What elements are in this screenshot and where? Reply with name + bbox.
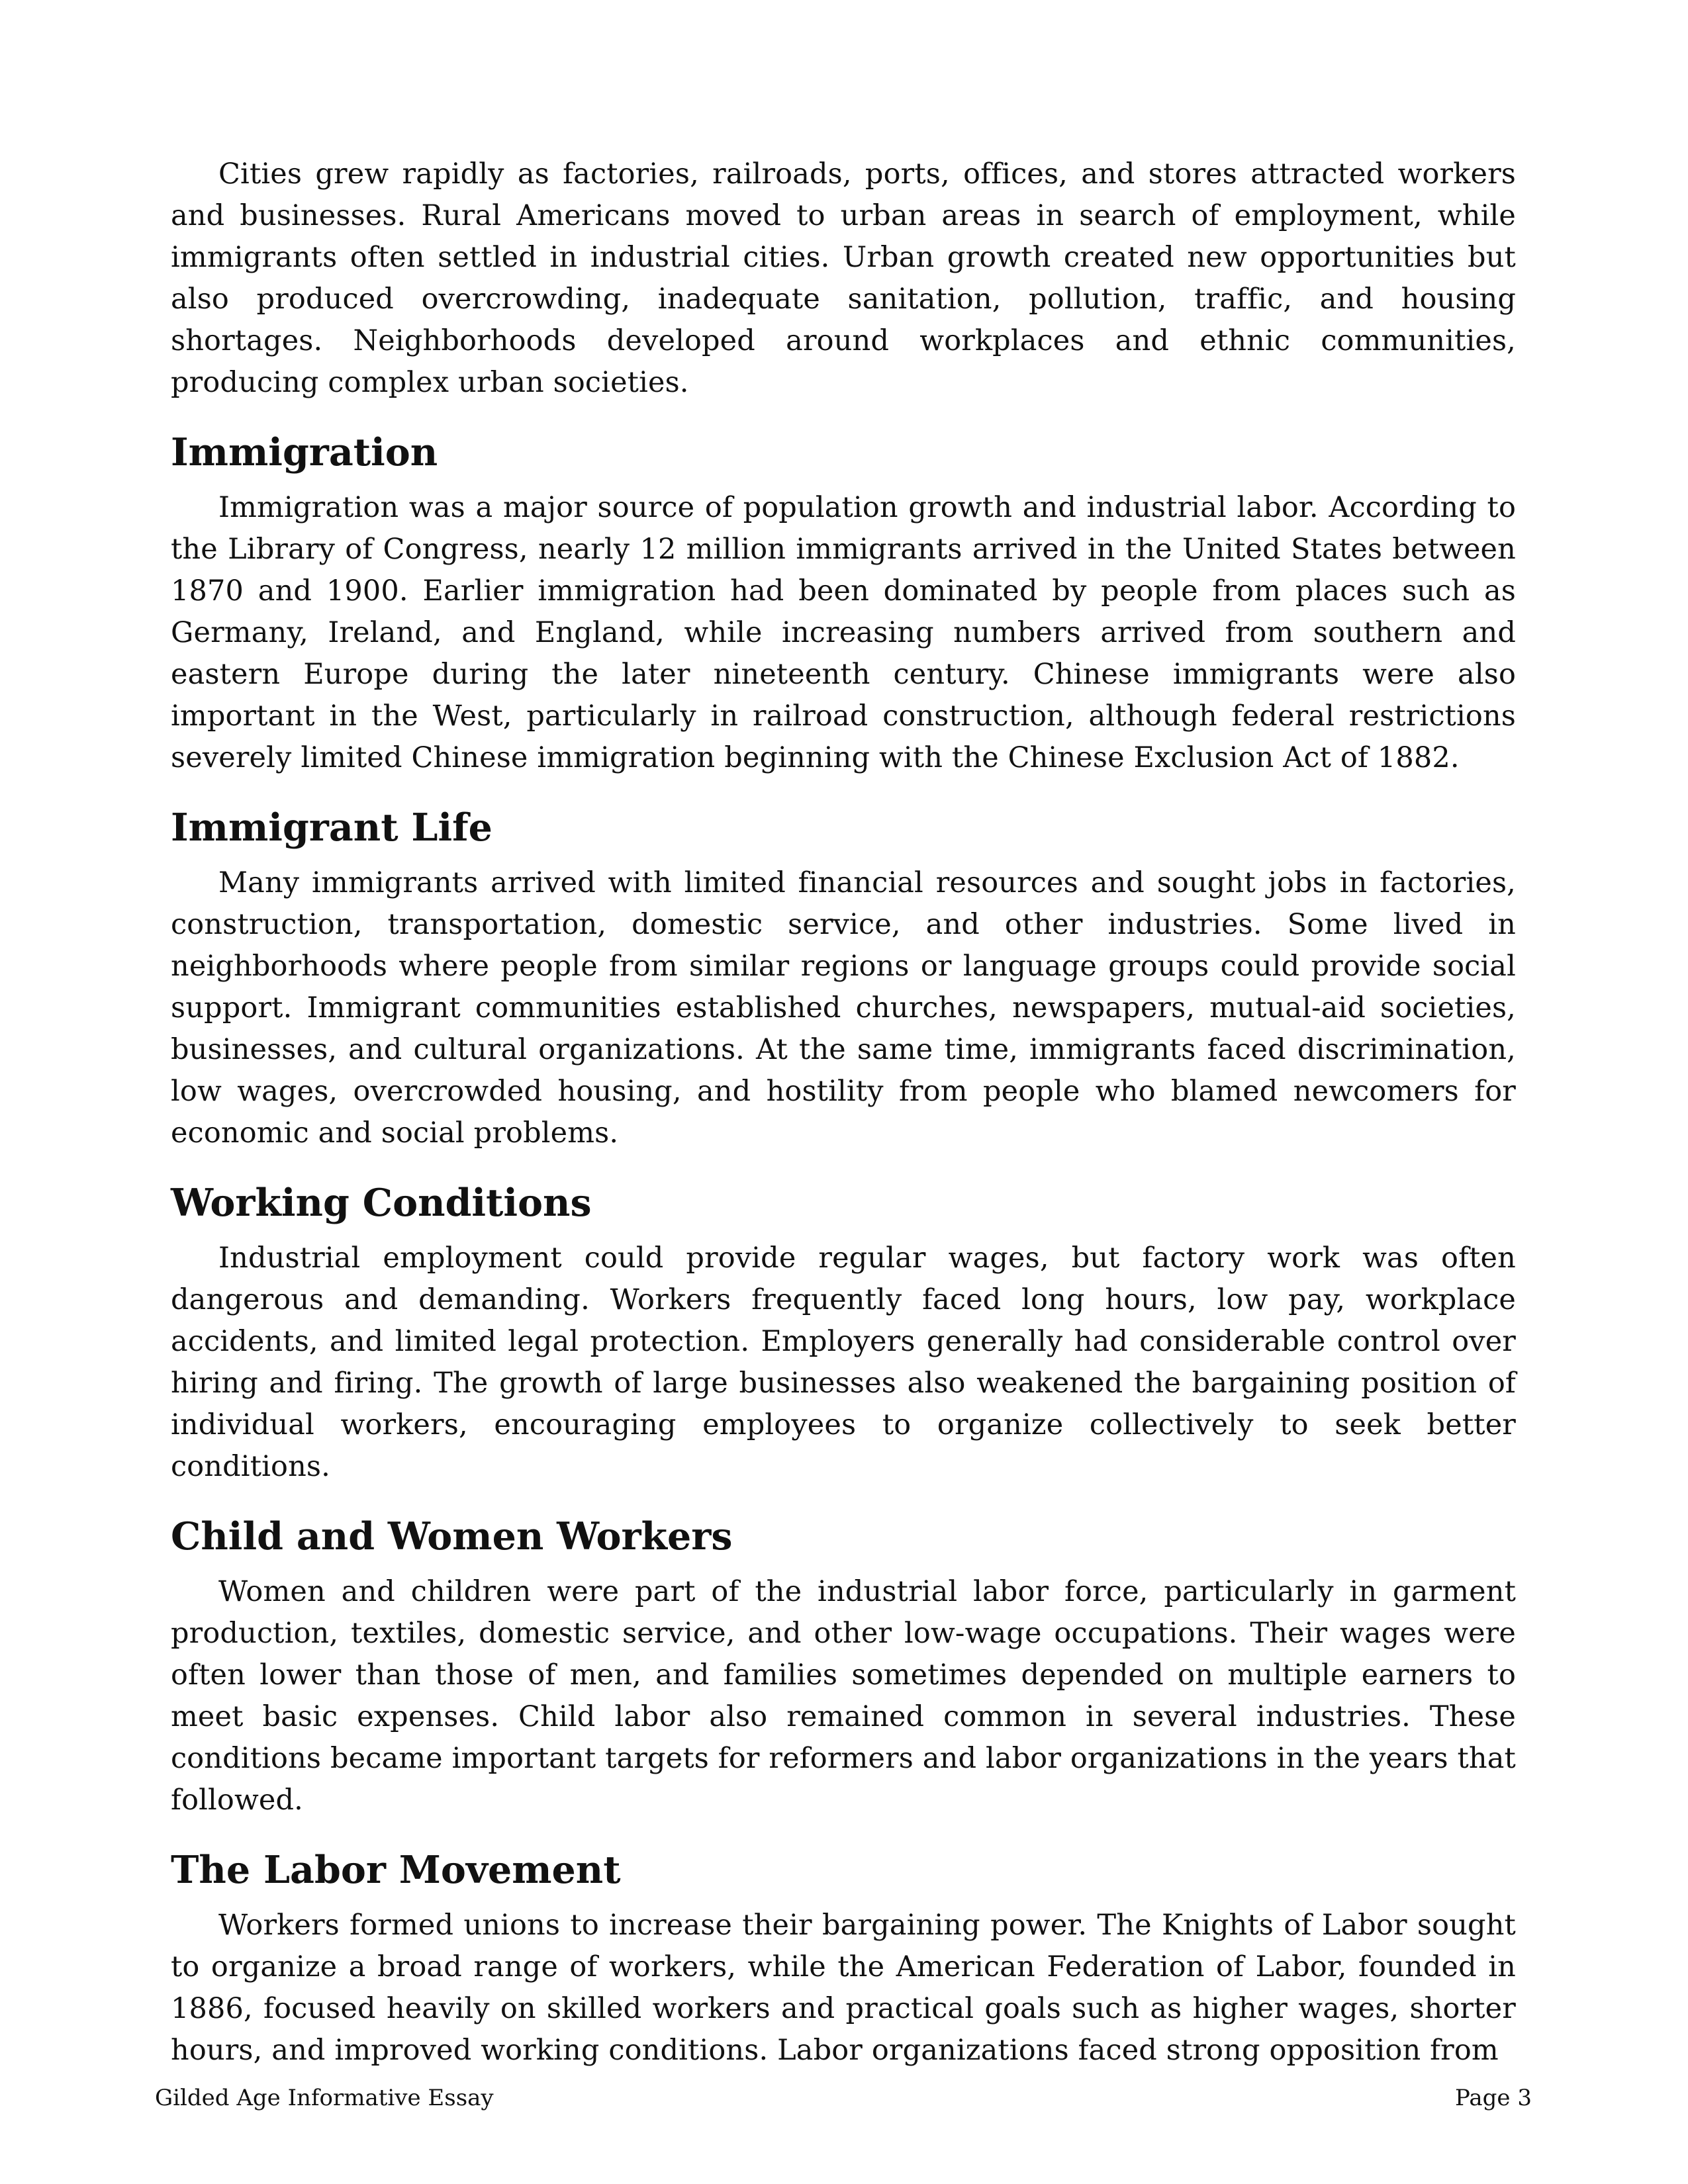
heading-working-conditions: Working Conditions	[171, 1181, 592, 1225]
footer-page-number: Page 3	[1455, 2085, 1532, 2111]
heading-child-women-workers: Child and Women Workers	[171, 1514, 733, 1559]
paragraph-working-conditions: Industrial employment could provide regular wages, but factory work was often dangerous and demanding. Workers frequently faced long hours, low pay, workplace accidents, and limited legal protection. Employers generally had considerable control over hiring and firing. The growth of large businesses also weakened the bargaining position of individual workers, encouraging employees to organize collectively to seek better conditions.	[171, 1242, 1516, 1483]
paragraph-immigrant-life: Many immigrants arrived with limited financial resources and sought jobs in factories, construction, transportation, domestic service, and other industries. Some lived in neighborhoods where people from similar regions or language groups could provide social support. Immigrant communities established churches, newspapers, mutual-aid societies, businesses, and cultural organizations. At the same time, immigrants faced discrimination, low wages, overcrowded housing, and hostility from people who blamed newcomers for economic and social problems.	[171, 866, 1516, 1150]
heading-immigrant-life: Immigrant Life	[171, 805, 492, 850]
paragraph-immigration: Immigration was a major source of population growth and industrial labor. According to the Library of Congress, nearly 12 million immigrants arrived in the United States between 1870 and 1900. Earlier immigration had been dominated by people from places such as Germany, Ireland, and England, while increasing numbers arrived from southern and eastern Europe during the later nineteenth century. Chinese immigrants were also important in the West, particularly in railroad construction, although federal restrictions severely limited Chinese immigration beginning with the Chinese Exclusion Act of 1882.	[171, 491, 1516, 774]
paragraph-urban-growth: Cities grew rapidly as factories, railroads, ports, offices, and stores attracted workers and businesses. Rural Americans moved to urban areas in search of employment, while immigrants often settled in industrial cities. Urban growth created new opportunities but also produced overcrowding, inadequate sanitation, pollution, traffic, and housing shortages. Neighborhoods developed around workplaces and ethnic communities, producing complex urban societies.	[171, 158, 1516, 399]
footer-document-title: Gilded Age Informative Essay	[155, 2085, 494, 2111]
heading-labor-movement: The Labor Movement	[171, 1848, 621, 1892]
heading-immigration: Immigration	[171, 430, 438, 475]
essay-body	[171, 154, 1516, 2071]
paragraph-child-women-workers: Women and children were part of the industrial labor force, particularly in garment production, textiles, domestic service, and other low-wage occupations. Their wages were often lower than those of men, and families sometimes depended on multiple earners to meet basic expenses. Child labor also remained common in several industries. These conditions became important targets for reformers and labor organizations in the years that followed.	[171, 1575, 1516, 1817]
paragraph-labor-movement: Workers formed unions to increase their bargaining power. The Knights of Labor sought to organize a broad range of workers, while the American Federation of Labor, founded in 1886, focused heavily on skilled workers and practical goals such as higher wages, shorter hours, and improved working conditions. Labor organizations faced strong opposition from	[171, 1909, 1516, 2067]
page-footer	[155, 2083, 1532, 2113]
